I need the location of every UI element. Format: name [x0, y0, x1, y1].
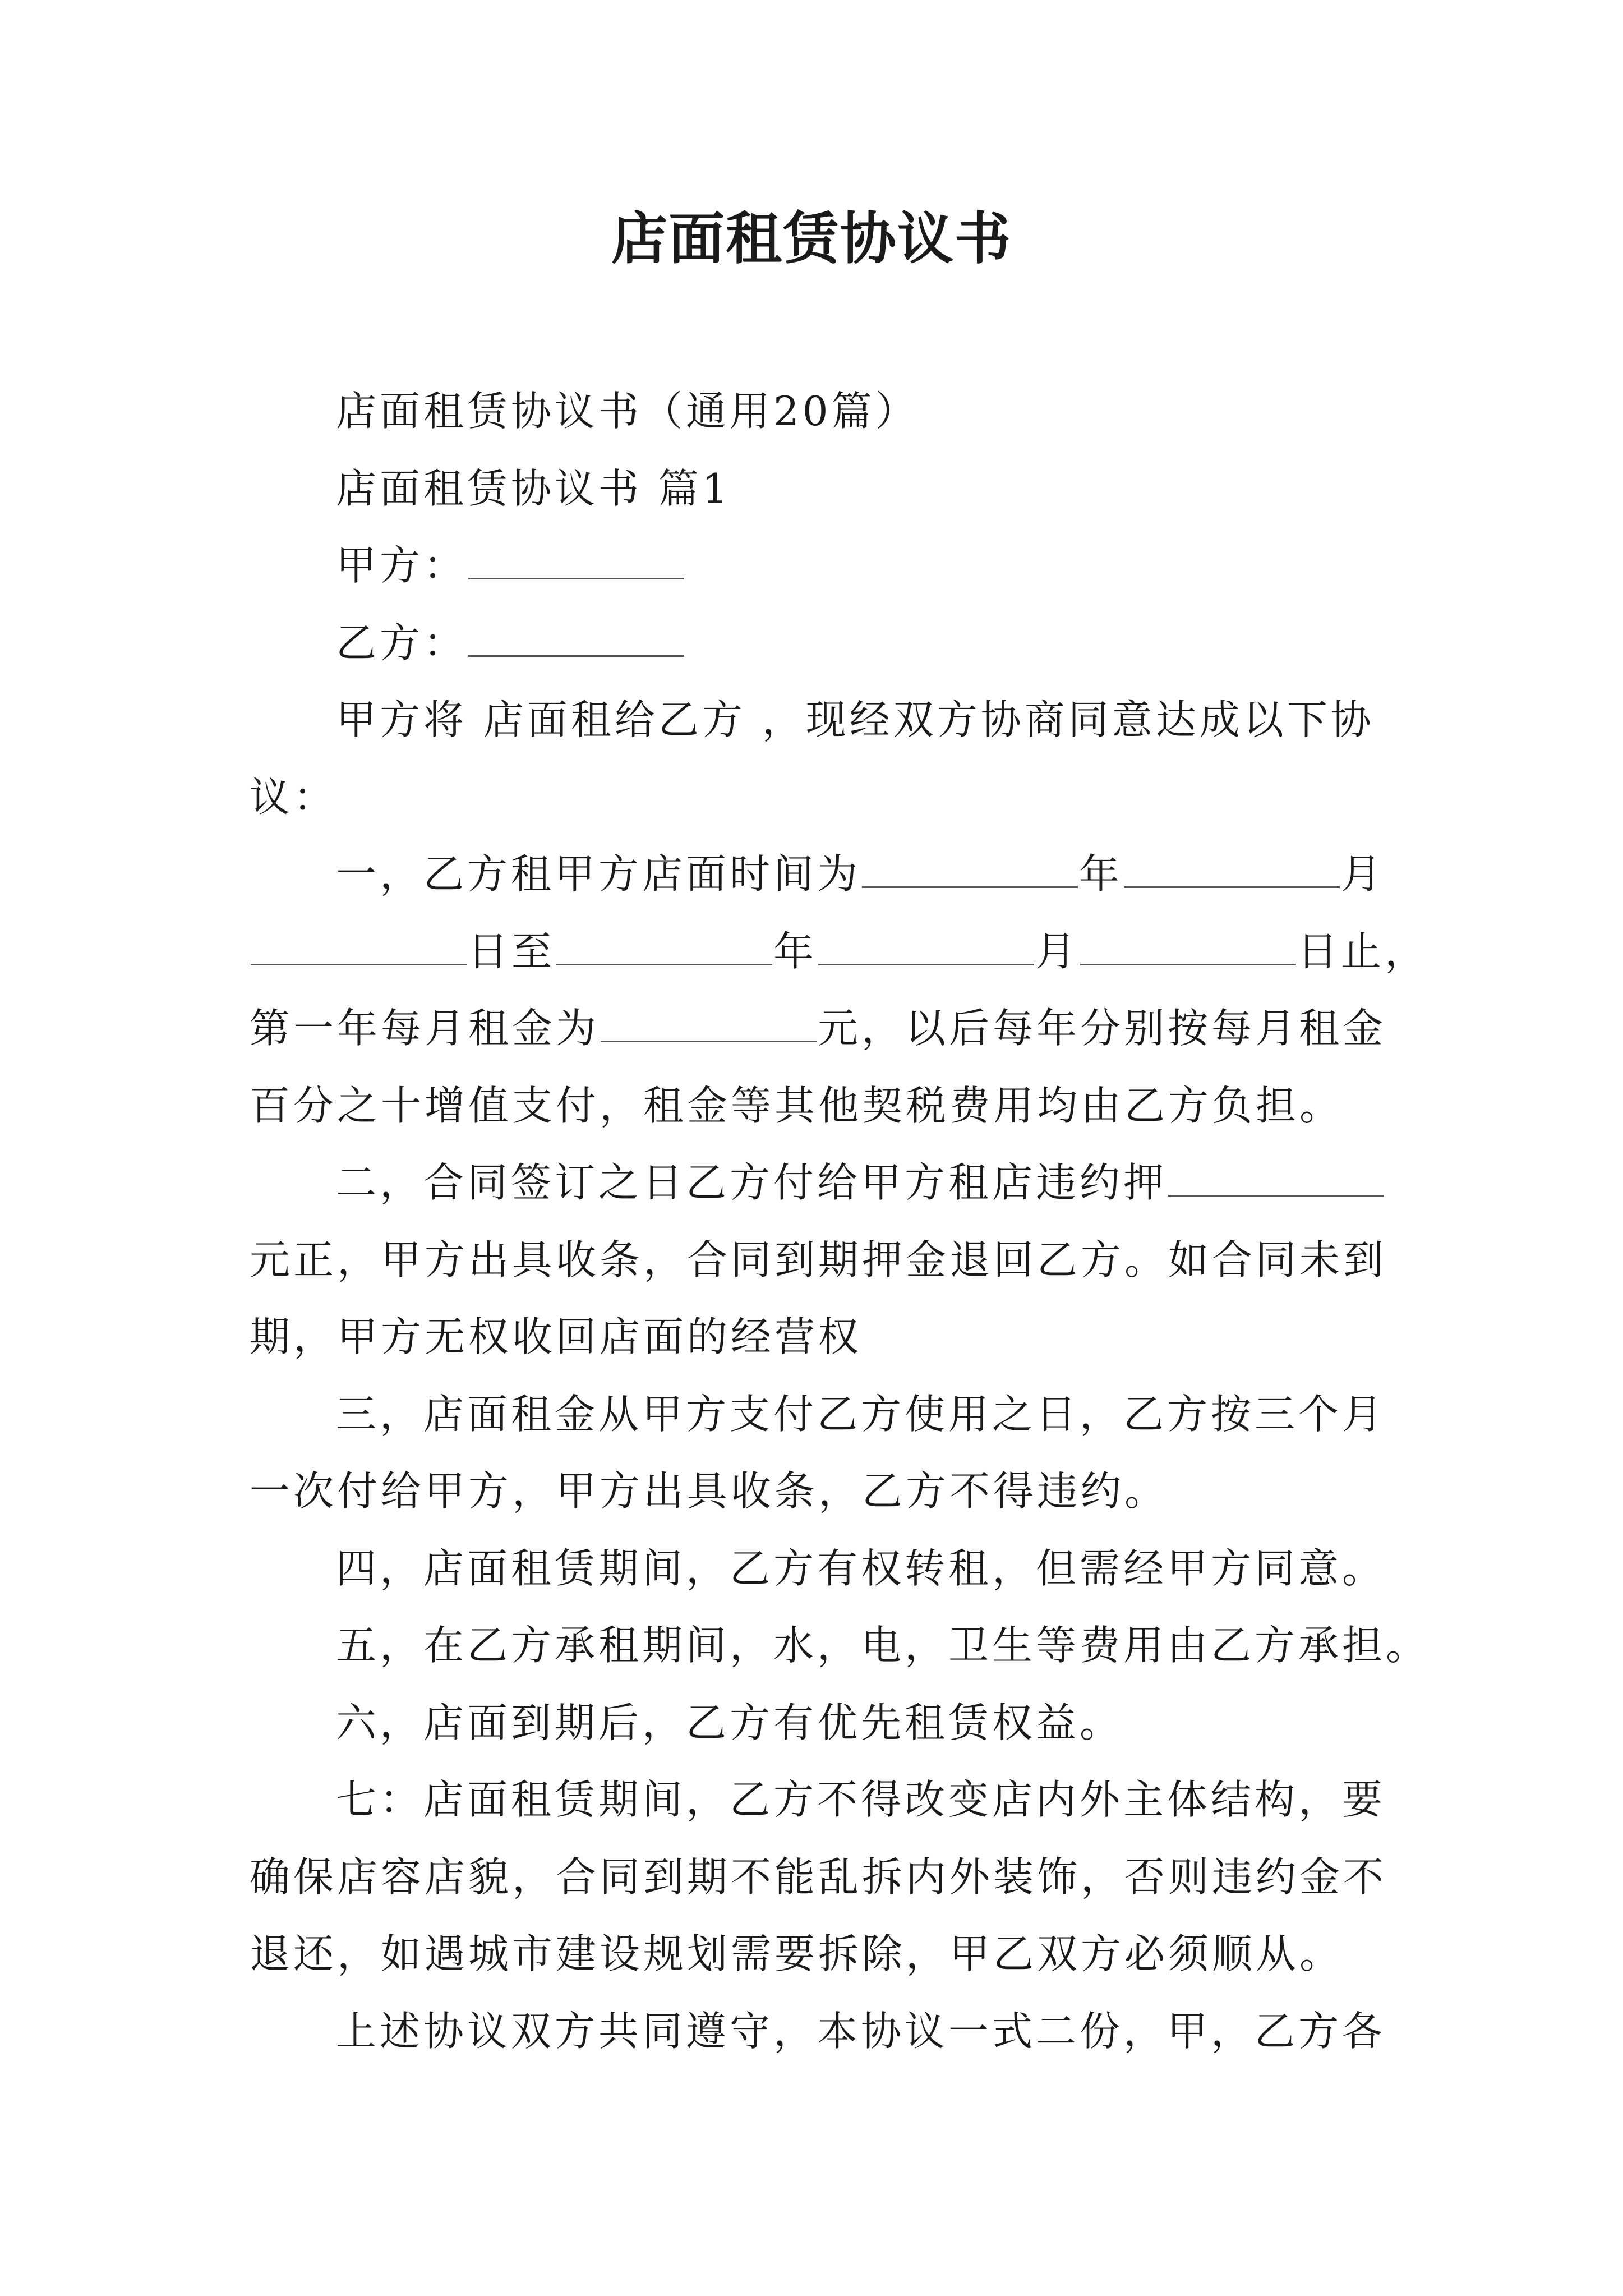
clause-2-line-3: 期，甲方无权收回店面的经营权	[250, 1313, 863, 1360]
start-day-blank	[251, 930, 467, 965]
document-body	[250, 373, 1430, 2070]
clause-1-text: 一，乙方租甲方店面时间为	[336, 850, 861, 898]
clause-5: 五，在乙方承租期间，水，电，卫生等费用由乙方承担。	[336, 1622, 1430, 1669]
document-title: 店面租赁协议书	[611, 205, 1012, 272]
clause-3-line-1: 三，店面租金从甲方支付乙方使用之日，乙方按三个月	[336, 1390, 1386, 1438]
clause-1-line-2	[250, 913, 1429, 991]
start-year-blank	[862, 853, 1078, 888]
document-subtitle: 店面租赁协议书（通用20篇）	[336, 388, 919, 435]
intro-line-1: 甲方将 店面租给乙方 ，现经双方协商同意达成以下协	[336, 696, 1375, 743]
section-heading: 店面租赁协议书 篇1	[336, 464, 731, 512]
clause-2-text: 二，合同签订之日乙方付给甲方租店违约押	[336, 1159, 1168, 1206]
year-label: 年	[773, 927, 818, 975]
party-a-label: 甲方：	[336, 542, 468, 589]
clause-1-line-4: 百分之十增值支付，租金等其他契税费用均由乙方负担。	[250, 1082, 1344, 1129]
clause-6: 六，店面到期后，乙方有优先租赁权益。	[336, 1699, 1124, 1746]
party-b-label: 乙方：	[336, 619, 468, 666]
end-month-blank	[818, 930, 1034, 965]
month-label: 月	[1035, 927, 1080, 975]
clause-7-line-2: 确保店容店貌，合同到期不能乱拆内外装饰，否则违约金不	[250, 1853, 1387, 1901]
month-label: 月	[1341, 850, 1385, 898]
party-a-line	[250, 527, 1371, 605]
start-month-blank	[1124, 853, 1340, 888]
clause-1-line-3	[250, 990, 1387, 1068]
year-label: 年	[1079, 850, 1123, 898]
day-to-label: 日至	[468, 927, 556, 975]
rent-text: 元，以后每年分别按每月租金	[818, 1005, 1387, 1052]
deposit-blank	[1168, 1161, 1384, 1197]
rent-label: 第一年每月租金为	[250, 1005, 600, 1052]
closing-line-1: 上述协议双方共同遵守，本协议一式二份，甲，乙方各	[336, 2007, 1386, 2055]
clause-3-line-2: 一次付给甲方，甲方出具收条，乙方不得违约。	[250, 1467, 1169, 1515]
day-end-label: 日止，	[1297, 927, 1429, 975]
clause-7-line-1: 七：店面租赁期间，乙方不得改变店内外主体结构，要	[336, 1776, 1386, 1823]
clause-2-line-1	[250, 1144, 1371, 1222]
rent-amount-blank	[601, 1007, 817, 1042]
party-b-line	[250, 605, 1371, 682]
clause-1-line-1	[250, 836, 1385, 913]
clause-7-line-3: 退还，如遇城市建设规划需要拆除，甲乙双方必须顺从。	[250, 1930, 1344, 1977]
clause-2-line-2: 元正，甲方出具收条，合同到期押金退回乙方。如合同未到	[250, 1236, 1387, 1283]
end-year-blank	[556, 930, 772, 965]
intro-line-2: 议：	[250, 773, 338, 821]
party-b-blank	[468, 622, 684, 657]
end-day-blank	[1080, 930, 1296, 965]
clause-4: 四，店面租赁期间，乙方有权转租，但需经甲方同意。	[336, 1544, 1386, 1592]
party-a-blank	[468, 544, 684, 579]
